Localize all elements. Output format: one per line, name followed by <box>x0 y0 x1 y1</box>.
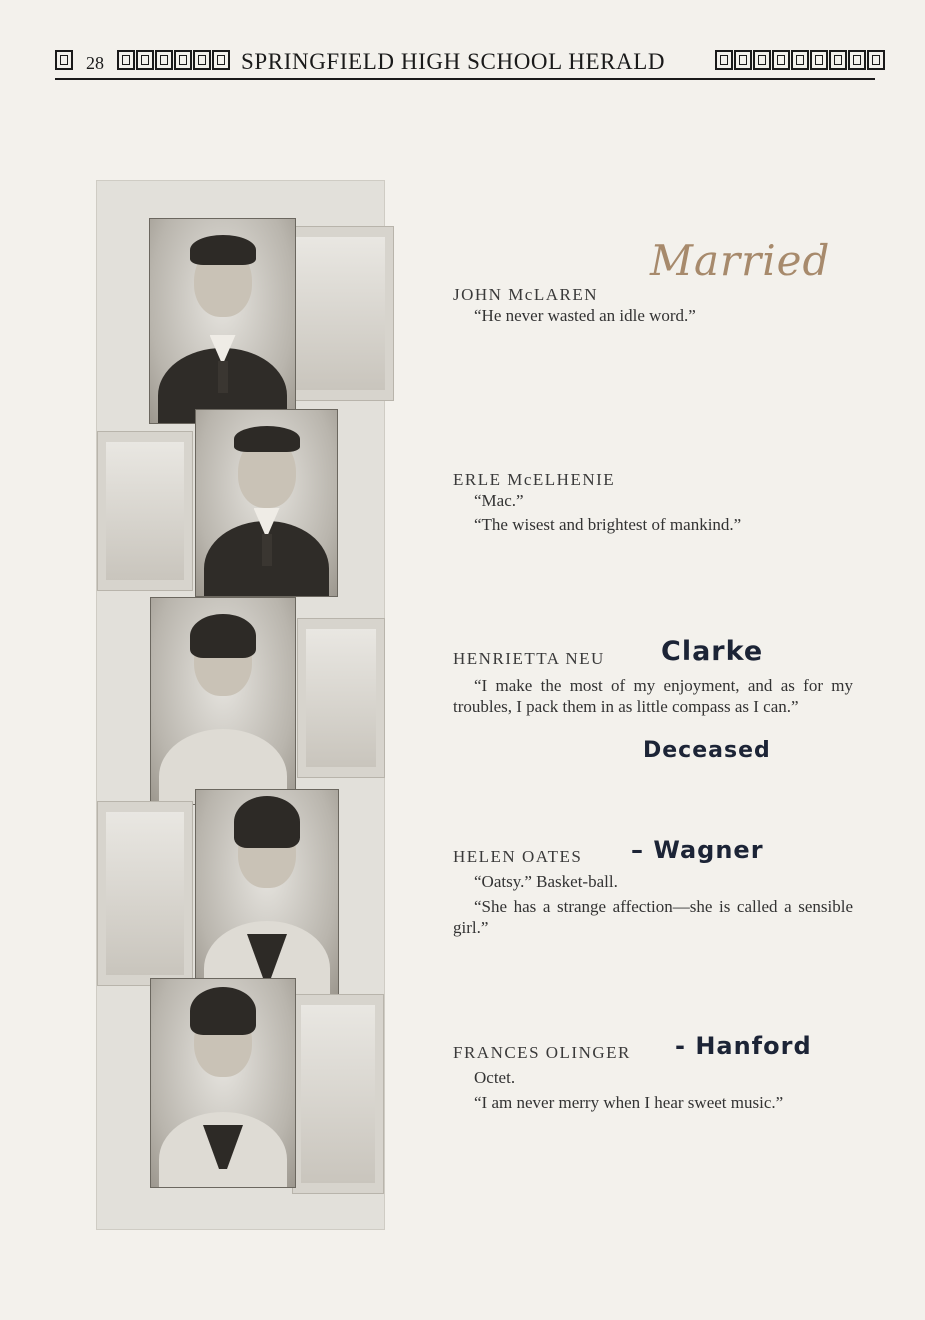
senior-entry <box>453 284 853 326</box>
page-header <box>55 44 875 82</box>
ornament-band-right <box>715 50 885 72</box>
page-number: 28 <box>86 53 104 73</box>
student-quote: “I make the most of my enjoyment, and as for my troubles, I pack them in as little compass as I can.” <box>453 676 853 716</box>
photo-frame <box>292 994 384 1194</box>
senior-entry <box>453 1032 853 1113</box>
handwritten-annotation-married-name: - Hanford <box>675 1032 812 1060</box>
photo-frame <box>297 618 385 778</box>
student-quote: “She has a strange affection—she is called a sensible girl.” <box>453 897 853 937</box>
photo-column <box>96 180 385 1230</box>
handwritten-annotation-married-name: – Wagner <box>631 836 764 864</box>
student-quote: “He never wasted an idle word.” <box>474 306 696 325</box>
photo-frame <box>97 801 193 986</box>
ornament-left <box>55 50 73 72</box>
portrait-photo-frances-olinger <box>150 978 296 1188</box>
student-nickname: “Mac.” <box>474 491 524 510</box>
ornament-band-left <box>117 50 230 72</box>
senior-entry <box>453 836 853 938</box>
portrait-photo-henrietta-neu <box>150 597 296 805</box>
student-name: HENRIETTA NEU <box>453 649 605 668</box>
handwritten-annotation-married: Married <box>650 236 831 285</box>
student-quote: “The wisest and brightest of mankind.” <box>474 515 742 534</box>
publication-title: SPRINGFIELD HIGH SCHOOL HERALD <box>241 49 666 74</box>
student-nickname: “Oatsy.” Basket-ball. <box>474 872 618 891</box>
student-name: HELEN OATES <box>453 847 583 866</box>
portrait-photo-erle-mcelhenie <box>195 409 338 597</box>
student-name: FRANCES OLINGER <box>453 1043 631 1062</box>
portrait-photo-helen-oates <box>195 789 339 997</box>
portrait-photo-john-mclaren <box>149 218 296 424</box>
student-activity: Octet. <box>474 1068 516 1087</box>
student-quote: “I am never merry when I hear sweet music.” <box>474 1093 784 1112</box>
handwritten-annotation-deceased: Deceased <box>643 738 771 763</box>
header-rule <box>55 78 875 80</box>
student-name: ERLE McELHENIE <box>453 470 616 489</box>
handwritten-annotation-married-name: Clarke <box>661 636 764 667</box>
photo-frame <box>97 431 193 591</box>
senior-entry <box>453 469 853 535</box>
student-name: JOHN McLAREN <box>453 285 599 304</box>
senior-entry <box>453 636 853 763</box>
